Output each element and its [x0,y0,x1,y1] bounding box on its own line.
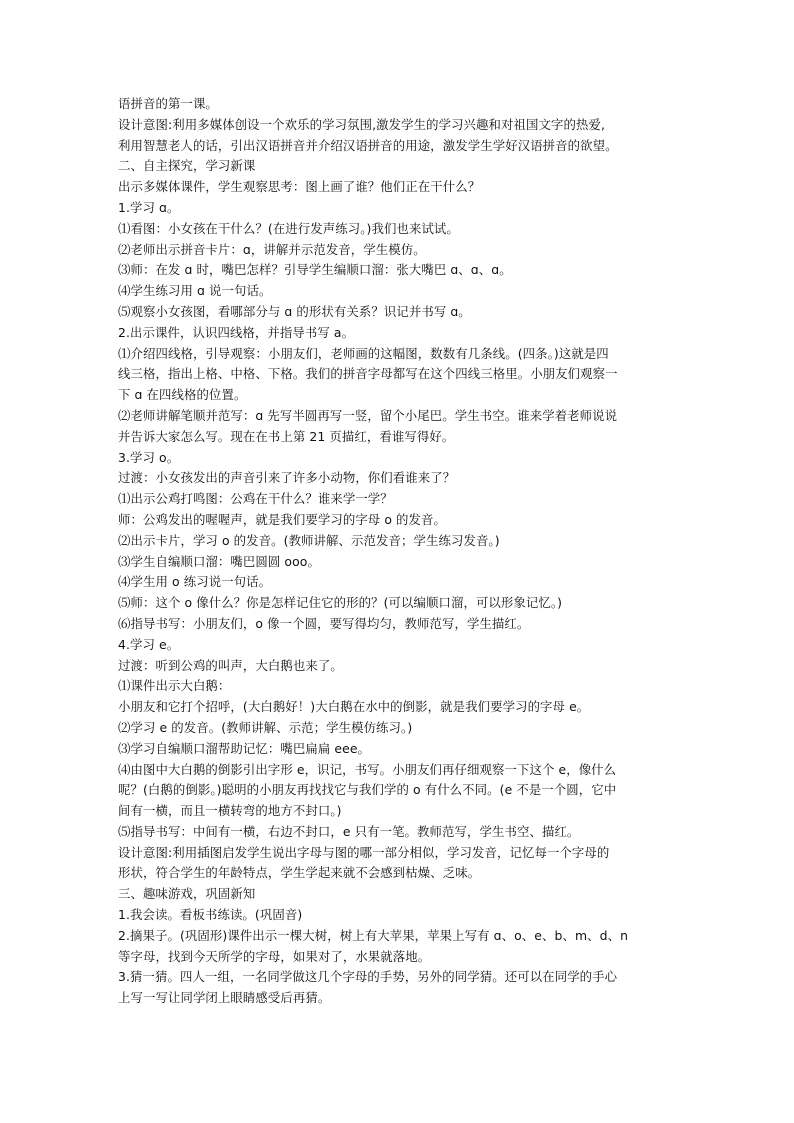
text-line: ⑷学生练习用 ɑ 说一句话。 [118,283,272,299]
text-line: 出示多媒体课件，学生观察思考：图上画了谁？他们正在干什么？ [118,179,481,195]
text-line: ⑵老师讲解笔顺并范写：ɑ 先写半圆再写一竖，留个小尾巴。学生书空。谁来学着老师说说 [118,407,618,423]
text-line: ⑶师：在发 ɑ 时，嘴巴怎样？引导学生编顺口溜：张大嘴巴 ɑ、ɑ、ɑ。 [118,262,512,278]
text-line: 语拼音的第一课。 [118,96,218,111]
text-line: ⑹指导书写：小朋友们，o 像一个圆，要写得均匀，教师范写，学生描红。 [118,615,530,631]
text-line: 3.学习 o。 [118,449,180,465]
text-line: ⑸指导书写：中间有一横，右边不封口，e 只有一笔。教师范写，学生书空、描红。 [118,823,580,839]
text-line: 下 ɑ 在四线格的位置。 [118,387,247,403]
text-line: 二、自主探究，学习新课 [118,158,256,174]
text-line: ⑷学生用 o 练习说一句话。 [118,574,272,590]
text-line: ⑴看图：小女孩在干什么？(在进行发声练习。)我们也来试试。 [118,220,459,236]
text-line: ⑸师：这个 o 像什么？你是怎样记住它的形的？(可以编顺口溜，可以形象记忆。) [118,595,563,611]
text-line: 1.学习 ɑ。 [118,199,180,215]
text-line: 设计意图:利用插图启发学生说出字母与图的哪一部分相似，学习发音，记忆每一个字母的 [118,844,610,860]
text-line: ⑵出示卡片，学习 o 的发音。(教师讲解、示范发音；学生练习发音。) [118,532,500,548]
text-line: 4.学习 e。 [118,636,180,652]
text-line: 利用智慧老人的话，引出汉语拼音并介绍汉语拼音的用途，激发学生学好汉语拼音的欲望。 [118,137,618,153]
document-body [118,94,676,1009]
text-line: 形状，符合学生的年龄特点，学生学起来就不会感到枯燥、乏味。 [118,865,481,881]
text-line: 并告诉大家怎么写。现在在书上第 21 页描红，看谁写得好。 [118,428,455,444]
text-line: 设计意图:利用多媒体创设一个欢乐的学习氛围,激发学生的学习兴趣和对祖国文字的热爱, [118,116,605,132]
text-line: 等字母，找到今天所学的字母，如果对了，水果就落地。 [118,948,431,964]
text-line: 过渡：小女孩发出的声音引来了许多小动物，你们看谁来了？ [118,470,456,486]
text-line: ⑴课件出示大白鹅： [118,678,231,694]
text-line: 呢？(白鹅的倒影。)聪明的小朋友再找找它与我们学的 o 有什么不同。(e 不是一个圆，它中 [118,782,617,798]
text-line: ⑶学习自编顺口溜帮助记忆：嘴巴扁扁 eee。 [118,740,371,756]
text-line: ⑴出示公鸡打鸣图：公鸡在干什么？谁来学一学？ [118,491,393,507]
text-line: 上写一写让同学闭上眼睛感受后再猜。 [118,990,331,1006]
text-line: 线三格，指出上格、中格、下格。我们的拼音字母都写在这个四线三格里。小朋友们观察一 [118,366,618,382]
text-line: 三、趣味游戏，巩固新知 [118,886,256,902]
text-line: 过渡：听到公鸡的叫声，大白鹅也来了。 [118,657,343,673]
text-line: 2.出示课件，认识四线格，并指导书写 a。 [118,324,355,340]
text-line: ⑴介绍四线格，引导观察：小朋友们，老师画的这幅图，数数有几条线。(四条。)这就是四 [118,345,609,361]
text-line: 1.我会读。看板书练读。(巩固音) [118,907,303,923]
text-line: 2.摘果子。(巩固形)课件出示一棵大树，树上有大苹果，苹果上写有 ɑ、o、e、b、m、d、n [118,927,629,943]
text-line: 小朋友和它打个招呼，(大白鹅好！)大白鹅在水中的倒影，就是我们要学习的字母 e。 [118,699,590,715]
text-line: 间有一横，而且一横转弯的地方不封口。) [118,803,342,819]
text-line: ⑶学生自编顺口溜：嘴巴圆圆 ooo。 [118,553,320,569]
text-line: ⑸观察小女孩图，看哪部分与 ɑ 的形状有关系？识记并书写 ɑ。 [118,303,471,319]
text-line: 3.猜一猜。四人一组，一名同学做这几个字母的手势，另外的同学猜。还可以在同学的手心 [118,969,618,985]
text-line: ⑷由图中大白鹅的倒影引出字形 e，识记，书写。小朋友们再仔细观察一下这个 e，像什么 [118,761,617,777]
text-line: ⑵学习 e 的发音。(教师讲解、示范；学生模仿练习。) [118,719,413,735]
text-line: 师：公鸡发出的喔喔声，就是我们要学习的字母 o 的发音。 [118,511,447,527]
text-line: ⑵老师出示拼音卡片：ɑ，讲解并示范发音，学生模仿。 [118,241,426,257]
